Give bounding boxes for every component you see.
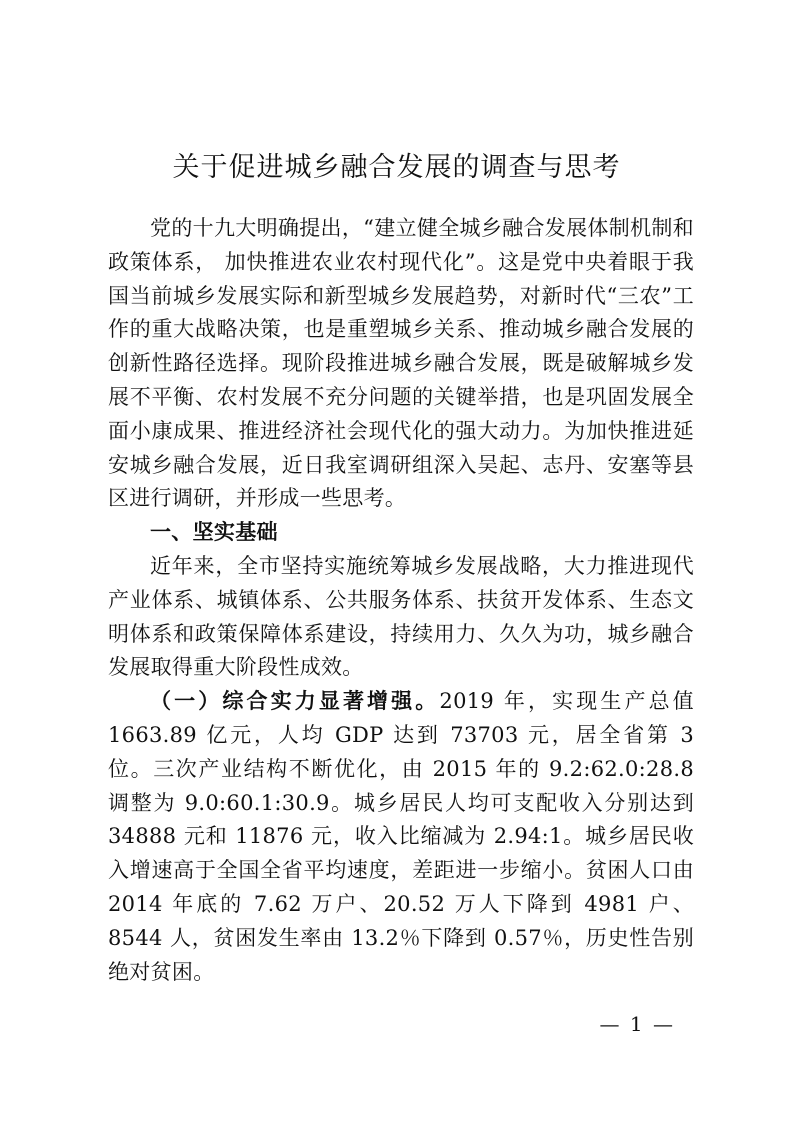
section-heading-1: 一、坚实基础	[150, 520, 278, 545]
document-body	[108, 212, 694, 989]
subsection1-lead: （一）综合实力显著增强。	[150, 689, 440, 714]
subsection1-paragraph	[108, 685, 694, 989]
document-title: 关于促进城乡融合发展的调查与思考	[172, 152, 621, 183]
intro-paragraph: 党的十九大明确提出，“建立健全城乡融合发展体制机制和政策体系， 加快推进农业农村现代化”。这是党中央着眼于我国当前城乡发展实际和新型城乡发展趋势，对新时代“三农”工作的重大战略决策，也是重塑城乡关系、推动城乡融合发展的创新性路径选择。现阶段推进城乡融合发展，既是破解城乡发展不平衡、农村发展不充分问题的关键举措，也是巩固发展全面小康成果、推进经济社会现代化的强大动力。为加快推进延安城乡融合发展，近日我室调研组深入吴起、志丹、安塞等县区进行调研，并形成一些思考。	[108, 216, 694, 511]
page-number: — 1 —	[599, 1012, 675, 1036]
section1-paragraph: 近年来，全市坚持实施统筹城乡发展战略，大力推进现代产业体系、城镇体系、公共服务体系、扶贫开发体系、生态文明体系和政策保障体系建设，持续用力、久久为功，城乡融合发展取得重大阶段性成效。	[108, 553, 694, 680]
subsection1-text: 2019 年，实现生产总值 1663.89 亿元，人均 GDP 达到 73703 元，居全省第 3 位。三次产业结构不断优化，由 2015 年的 9.2:62.0:28.8 调整为 9.0:60.1:30.9。城乡居民人均可支配收入分别达到 34888 元和 11876 元，收入比缩减为 2.94:1。城乡居民收入增速高于全国全省平均速度，差距进一步缩小。贫困人口由 2014 年底的 7.62 万户、20.52 万人下降到 4981 户、8544 人，贫困发生率由 13.2％下降到 0.57％，历史性告别绝对贫困。	[108, 689, 694, 984]
